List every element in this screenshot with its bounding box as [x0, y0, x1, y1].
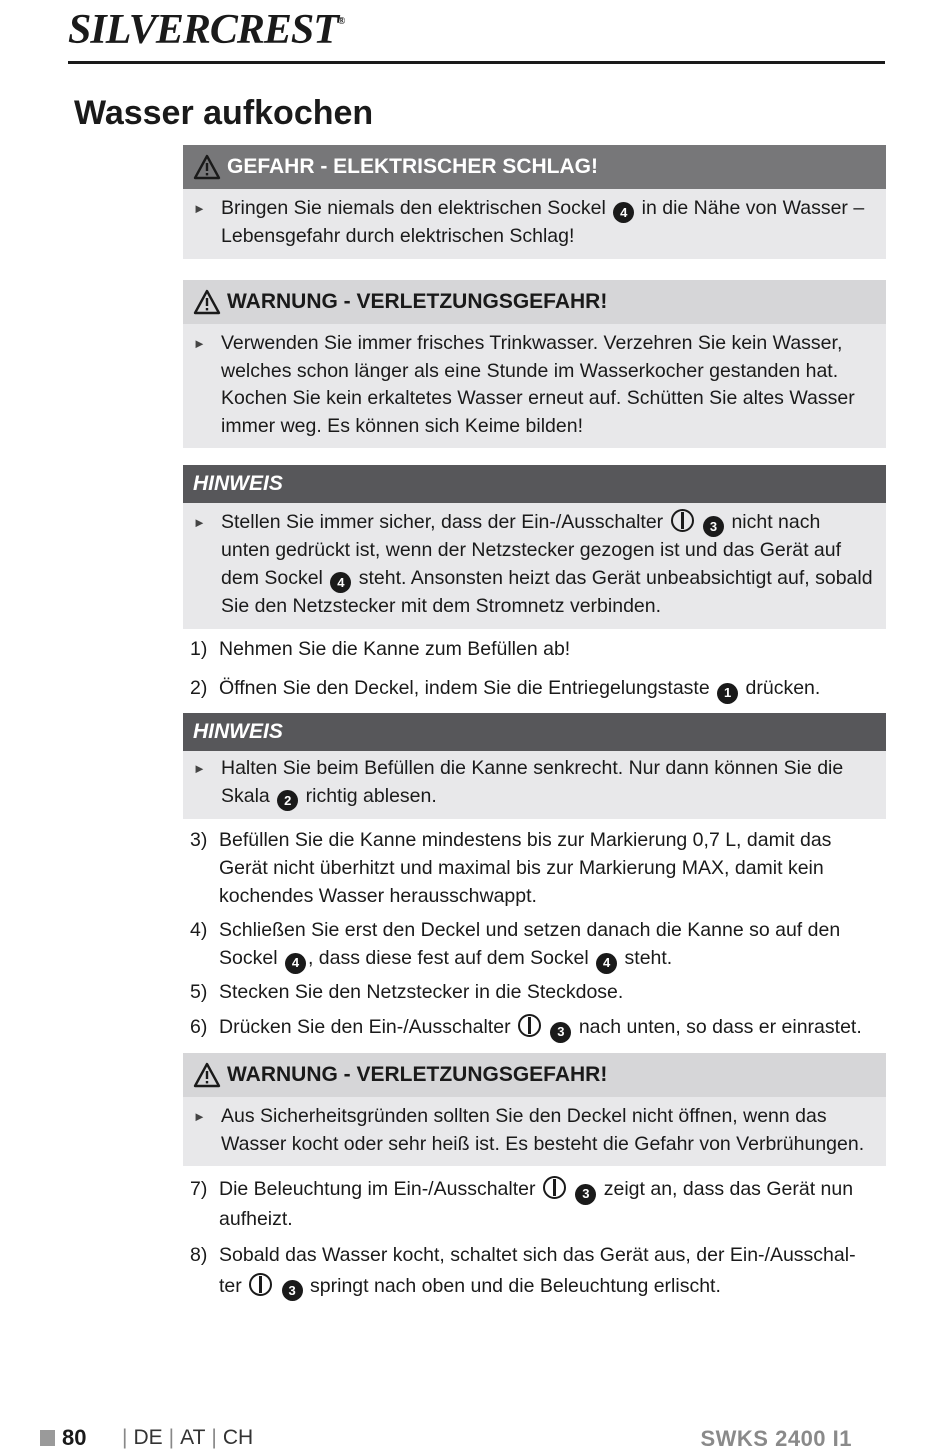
step-item	[190, 1240, 862, 1302]
reference-number: 4	[596, 953, 617, 974]
warning-triangle-icon	[193, 154, 221, 180]
power-switch-icon	[249, 1273, 272, 1296]
danger-heading-text: GEFAHR - ELEKTRISCHER SCHLAG!	[227, 155, 599, 178]
lang-de: DE	[133, 1426, 163, 1449]
warning-heading-text: WARNUNG - VERLETZUNGSGEFAHR!	[227, 290, 608, 313]
note-box	[183, 713, 886, 819]
bullet-arrow-icon: ►	[193, 336, 206, 351]
bullet-arrow-icon: ►	[193, 201, 206, 216]
warning-heading-text: WARNUNG - VERLETZUNGSGEFAHR!	[227, 1063, 608, 1086]
step-text: Drücken Sie den Ein-/Ausschalter 3 nach unten, so dass er einrastet.	[219, 1013, 862, 1043]
note-heading: HINWEIS	[183, 465, 886, 503]
step-item	[190, 674, 862, 704]
step-number: 5)	[190, 981, 208, 1003]
step-number: 3)	[190, 829, 208, 851]
step-text: Öffnen Sie den Deckel, indem Sie die Entriegelungstaste 1 drücken.	[219, 674, 820, 704]
step-text: Sobald das Wasser kocht, schaltet sich das Gerät aus, der Ein-/Ausschal-ter 3 springt nach oben und die Beleuchtung erlischt.	[219, 1240, 862, 1302]
warning-triangle-icon	[193, 1062, 221, 1088]
header-divider	[68, 61, 885, 64]
step-number: 6)	[190, 1016, 208, 1038]
registered-mark: ®	[337, 16, 345, 27]
warning-item	[183, 324, 886, 448]
note-box	[183, 465, 886, 629]
step-number: 7)	[190, 1178, 208, 1200]
warning-item-text: Verwenden Sie immer frisches Trinkwasser. Verzehren Sie kein Wasser, welches schon länger als eine Stunde im Wasserkocher gestanden hat. Kochen Sie kein erkaltetes Wasser erneut auf. Schütten Sie altes Wasser immer weg. Es können sich Keime bilden!	[221, 332, 855, 437]
bullet-arrow-icon: ►	[193, 515, 206, 530]
step-text: Befüllen Sie die Kanne mindestens bis zur Markierung 0,7 L, damit das Gerät nicht überhitzt und maximal bis zur Markierung MAX, damit kein kochendes Wasser herausschwappt.	[219, 829, 832, 907]
reference-number: 4	[285, 953, 306, 974]
danger-item-text: Bringen Sie niemals den elektrischen Sockel 4 in die Nähe von Wasser – Lebensgefahr durch elektrischen Schlag!	[221, 197, 865, 248]
lang-ch: CH	[222, 1426, 254, 1449]
step-item	[190, 826, 862, 910]
page-title: Wasser aufkochen	[74, 94, 374, 132]
warning-item	[183, 1097, 886, 1166]
step-number: 2)	[190, 677, 208, 699]
step-item	[190, 1013, 862, 1043]
note-heading: HINWEIS	[183, 713, 886, 751]
reference-number: 4	[330, 572, 351, 593]
danger-heading	[183, 145, 886, 189]
step-item	[190, 635, 862, 663]
power-switch-icon	[543, 1176, 566, 1199]
power-switch-icon	[518, 1014, 541, 1037]
power-switch-icon	[671, 509, 694, 532]
warning-heading	[183, 280, 886, 324]
step-text: Schließen Sie erst den Deckel und setzen danach die Kanne so auf den Sockel 4 , dass diese fest auf dem Sockel 4 steht.	[219, 916, 862, 974]
brand-name: SILVERCREST	[68, 7, 338, 53]
step-text: Die Beleuchtung im Ein-/Ausschalter 3 zeigt an, dass das Gerät nun aufheizt.	[219, 1178, 854, 1230]
footer-languages: | DE | AT | CH	[122, 1426, 254, 1449]
reference-number: 3	[282, 1280, 303, 1301]
page-number: 80	[62, 1425, 87, 1450]
reference-number: 4	[613, 202, 634, 223]
footer-marker	[40, 1430, 55, 1446]
step-text: Nehmen Sie die Kanne zum Befüllen ab!	[219, 638, 571, 660]
step-number: 8)	[190, 1244, 208, 1266]
model-number: SWKS 2400 I1	[700, 1426, 852, 1451]
danger-item	[183, 189, 886, 259]
bullet-arrow-icon: ►	[193, 1109, 206, 1124]
step-text: Stecken Sie den Netzstecker in die Steckdose.	[219, 981, 624, 1003]
reference-number: 3	[575, 1184, 596, 1205]
warning-box	[183, 280, 886, 448]
note-item-text: Halten Sie beim Befüllen die Kanne senkrecht. Nur dann können Sie die Skala 2 richtig ablesen.	[221, 755, 874, 811]
warning-item-text: Aus Sicherheitsgründen sollten Sie den Deckel nicht öffnen, wenn das Wasser kocht oder sehr heiß ist. Es besteht die Gefahr von Verbrühungen.	[221, 1105, 865, 1155]
reference-number: 3	[703, 516, 724, 537]
warning-triangle-icon	[193, 289, 221, 315]
step-item	[190, 1175, 862, 1233]
reference-number: 2	[277, 790, 298, 811]
note-item-text: Stellen Sie immer sicher, dass der Ein-/Ausschalter 3 nicht nach unten gedrückt ist, wenn der Netzstecker gezogen ist und das Gerät auf dem Sockel 4 steht. Ansonsten heizt das Gerät unbeabsichtigt auf, sobald Sie den Netzstecker mit dem Stromnetz verbinden.	[221, 511, 873, 618]
note-item	[183, 751, 886, 819]
note-item	[183, 503, 886, 629]
brand-logo	[68, 6, 344, 54]
step-item	[190, 978, 862, 1006]
warning-box	[183, 1053, 886, 1166]
reference-number: 3	[550, 1022, 571, 1043]
step-number: 1)	[190, 638, 208, 660]
warning-heading	[183, 1053, 886, 1097]
danger-box	[183, 145, 886, 259]
step-item	[190, 916, 862, 974]
step-number: 4)	[190, 919, 208, 941]
reference-number: 1	[717, 683, 738, 704]
lang-at: AT	[180, 1426, 206, 1449]
bullet-arrow-icon: ►	[193, 761, 206, 776]
